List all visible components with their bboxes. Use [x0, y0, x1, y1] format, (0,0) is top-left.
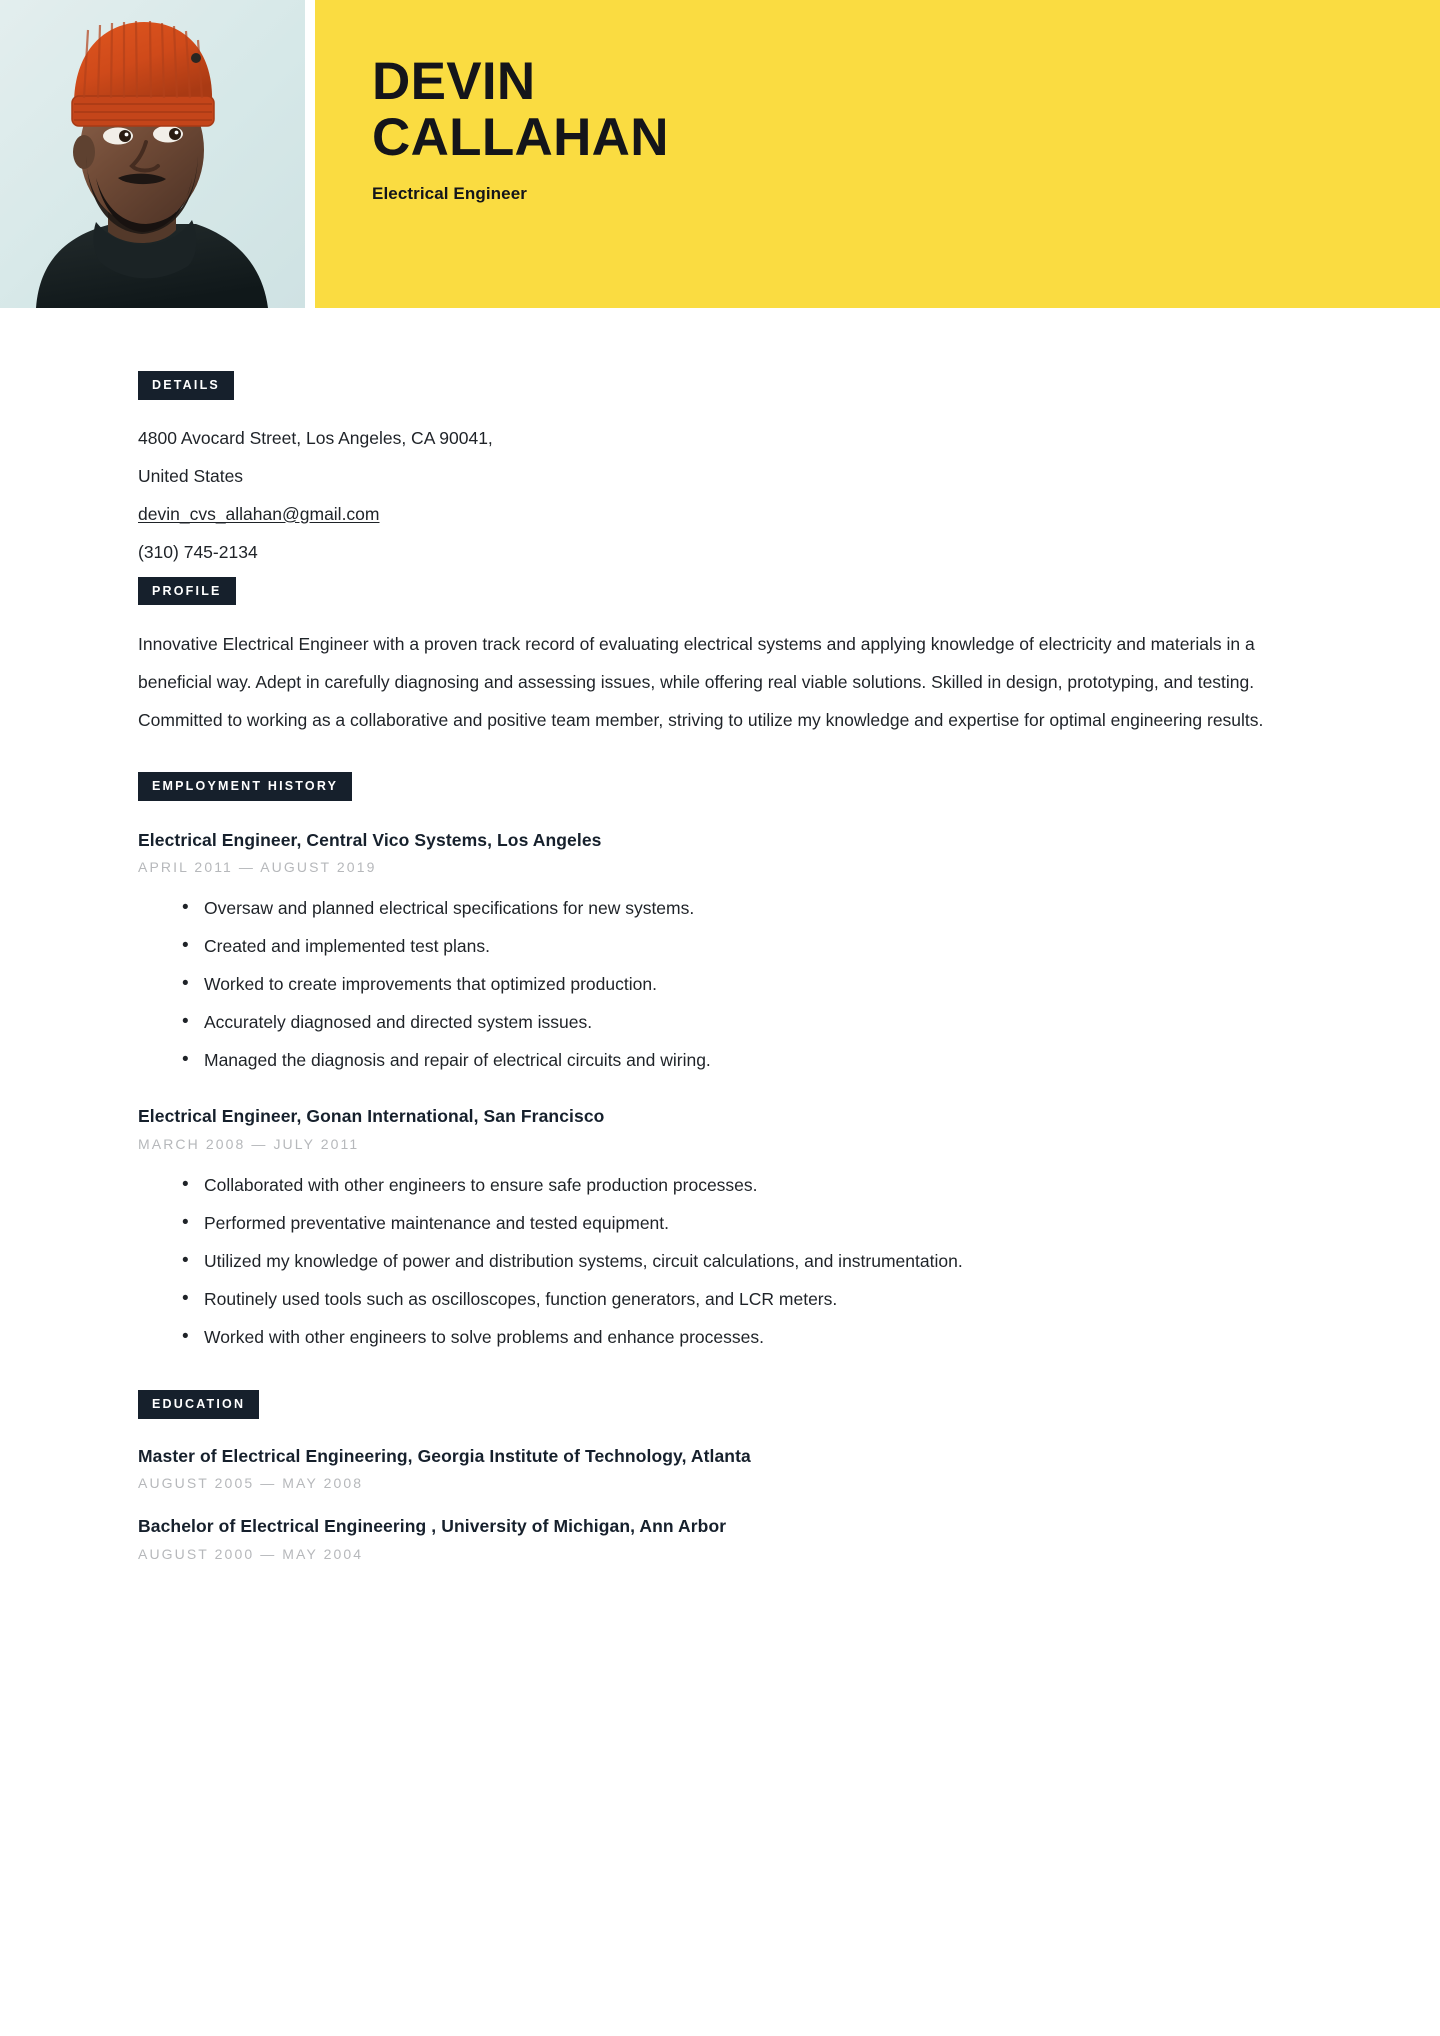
- avatar: [0, 0, 305, 308]
- header-divider: [305, 0, 315, 308]
- list-item: • Managed the diagnosis and repair of electrical circuits and wiring.: [182, 1041, 1302, 1079]
- employment-entry: [138, 1105, 1302, 1356]
- address-line-1: 4800 Avocard Street, Los Angeles, CA 90041,: [138, 427, 493, 448]
- employment-entry-title: Electrical Engineer, Central Vico Systems, Los Angeles: [138, 829, 602, 850]
- section-heading-details: DETAILS: [138, 371, 234, 400]
- header-name-band: [315, 0, 1440, 308]
- education-entry: [138, 1445, 1302, 1492]
- address-line-2: United States: [138, 465, 244, 486]
- page-title: [372, 54, 1440, 166]
- education-entry-date: AUGUST 2005 — MAY 2008: [138, 1475, 364, 1492]
- resume-body: [0, 308, 1440, 1562]
- employment-entry-date: MARCH 2008 — JULY 2011: [138, 1136, 360, 1152]
- email-link[interactable]: devin_cvs_allahan@gmail.com: [138, 503, 380, 524]
- section-heading-employment-history: EMPLOYMENT HISTORY: [138, 772, 352, 801]
- list-item: • Performed preventative maintenance and tested equipment.: [182, 1204, 1302, 1242]
- list-item: • Accurately diagnosed and directed system issues.: [182, 1003, 1302, 1041]
- list-item: • Oversaw and planned electrical specifications for new systems.: [182, 889, 1302, 927]
- education-entry-title: Master of Electrical Engineering, Georgia Institute of Technology, Atlanta: [138, 1445, 751, 1466]
- profile-paragraph: Innovative Electrical Engineer with a proven track record of evaluating electrical systems and applying knowledge of electricity and materials in a beneficial way. Adept in carefully diagnosing and assessing issues, while offering real viable solutions. Skilled in design, prototyping, and testing. Committed to working as a collaborative and positive team member, striving to utilize my knowledge and expertise for optimal engineering results.: [138, 634, 1264, 730]
- portrait-photo-icon: [0, 0, 305, 308]
- list-item: • Worked to create improvements that optimized production.: [182, 965, 1302, 1003]
- education-entry: [138, 1515, 1302, 1562]
- education-entry-title: Bachelor of Electrical Engineering , University of Michigan, Ann Arbor: [138, 1516, 727, 1537]
- employment-entry-title: Electrical Engineer, Gonan International, San Francisco: [138, 1106, 605, 1127]
- list-item: • Collaborated with other engineers to ensure safe production processes.: [182, 1166, 1302, 1204]
- phone-line: (310) 745-2134: [138, 541, 258, 562]
- last-name: CALLAHAN: [372, 108, 669, 168]
- list-item: • Utilized my knowledge of power and distribution systems, circuit calculations, and instrumentation.: [182, 1242, 1302, 1280]
- education-entry-date: AUGUST 2000 — MAY 2004: [138, 1546, 364, 1562]
- list-item: • Created and implemented test plans.: [182, 927, 1302, 965]
- employment-entry-bullets: [138, 889, 1302, 1079]
- job-title: Electrical Engineer: [372, 184, 527, 204]
- contact-details-list: [138, 419, 1302, 571]
- resume-header: [0, 0, 1440, 308]
- first-name: DEVIN: [372, 52, 536, 111]
- list-item: • Routinely used tools such as oscilloscopes, function generators, and LCR meters.: [182, 1280, 1302, 1318]
- employment-entry: [138, 829, 1302, 1080]
- section-heading-profile: PROFILE: [138, 577, 236, 606]
- email-line: [138, 495, 1302, 533]
- section-heading-education: EDUCATION: [138, 1390, 259, 1419]
- employment-entry-bullets: [138, 1166, 1302, 1356]
- list-item: • Worked with other engineers to solve problems and enhance processes.: [182, 1318, 1302, 1356]
- employment-entry-date: APRIL 2011 — AUGUST 2019: [138, 859, 377, 876]
